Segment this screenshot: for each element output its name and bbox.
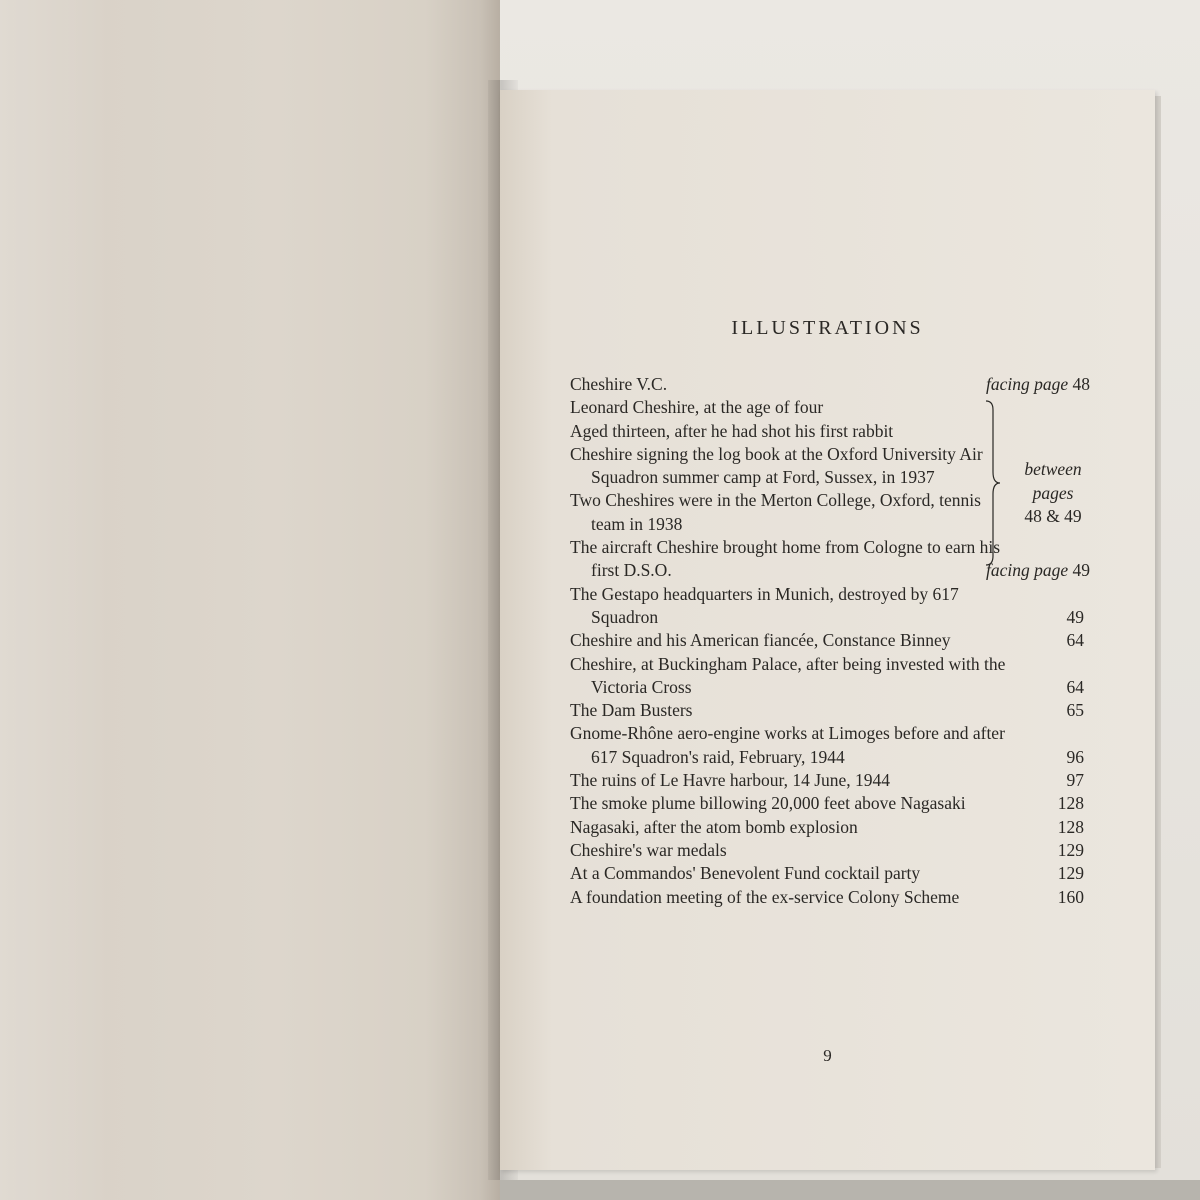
entry-title: The ruins of Le Havre harbour, 14 June, 1944	[570, 770, 891, 791]
entry-title: Cheshire, at Buckingham Palace, after being invested with the Victoria Cross	[570, 653, 1006, 697]
page-number-folio: 9	[823, 1046, 832, 1065]
page-number: 97	[1066, 770, 1084, 791]
page-heading: ILLUSTRATIONS	[731, 317, 924, 339]
page-number: 48	[1072, 374, 1090, 394]
facing-label: facing page	[985, 560, 1069, 581]
left-page	[0, 0, 500, 1200]
pages-label: pages	[1032, 482, 1074, 503]
list-item	[570, 769, 1090, 792]
illustrations-list	[570, 373, 1090, 909]
entry-title: Cheshire V.C.	[570, 374, 668, 394]
entry-title: The Dam Busters	[570, 700, 693, 721]
entry-title: Two Cheshires were in the Merton College, Oxford, tennis team in 1938	[570, 490, 981, 534]
entry-title: Cheshire's war medals	[570, 839, 727, 860]
list-item	[570, 792, 1090, 815]
page-number: 129	[1057, 863, 1084, 884]
entry-title: Nagasaki, after the atom bomb explosion	[570, 816, 858, 837]
entry-title: At a Commandos' Benevolent Fund cocktail party	[570, 863, 921, 884]
list-item	[570, 886, 1090, 909]
list-item	[570, 373, 1090, 396]
list-item	[570, 862, 1090, 885]
entry-title: A foundation meeting of the ex-service Colony Scheme	[570, 886, 960, 907]
entry-title: The smoke plume billowing 20,000 feet above Nagasaki	[570, 793, 966, 814]
page-number: 129	[1057, 839, 1084, 860]
between-pages-label	[1008, 458, 1098, 528]
page-number: 65	[1066, 700, 1084, 721]
list-item	[570, 629, 1090, 652]
list-item	[570, 536, 1090, 583]
entry-page	[986, 373, 1090, 396]
right-page	[500, 90, 1155, 1170]
pages-range: 48 & 49	[1024, 505, 1082, 526]
list-item	[570, 816, 1090, 839]
entry-title: Gnome-Rhône aero-engine works at Limoges before and after 617 Squadron's raid, February, 1944	[570, 723, 1005, 767]
between-pages-group	[570, 396, 1090, 536]
entry-page	[986, 559, 1090, 582]
entry-title: The aircraft Cheshire brought home from Cologne to earn his first D.S.O.	[570, 537, 1001, 581]
facing-label: facing page	[985, 374, 1069, 394]
entry-title: Leonard Cheshire, at the age of four	[570, 397, 824, 418]
page-number: 128	[1057, 793, 1084, 814]
page-number: 49	[1072, 560, 1090, 581]
list-item	[570, 396, 1090, 419]
page-number: 64	[1066, 630, 1084, 651]
list-item	[570, 839, 1090, 862]
list-item	[570, 420, 1090, 443]
list-item	[570, 722, 1090, 769]
page-edge	[1155, 96, 1161, 1168]
list-item	[570, 653, 1090, 700]
between-label: between	[1024, 459, 1082, 480]
page-number: 64	[1066, 676, 1084, 697]
entry-title: Cheshire signing the log book at the Oxford University Air Squadron summer camp at Ford, Sussex, in 1937	[570, 443, 983, 488]
left-page-highlight	[0, 0, 110, 1200]
page-number: 49	[1066, 606, 1084, 627]
entry-title: The Gestapo headquarters in Munich, destroyed by 617 Squadron	[570, 583, 959, 627]
page-number: 128	[1057, 816, 1084, 837]
entry-title: Cheshire and his American fiancée, Constance Binney	[570, 630, 951, 651]
list-item	[570, 699, 1090, 722]
page-number: 160	[1057, 886, 1084, 907]
entry-title: Aged thirteen, after he had shot his first rabbit	[570, 420, 894, 441]
page-number: 96	[1066, 746, 1084, 767]
list-item	[570, 583, 1090, 630]
